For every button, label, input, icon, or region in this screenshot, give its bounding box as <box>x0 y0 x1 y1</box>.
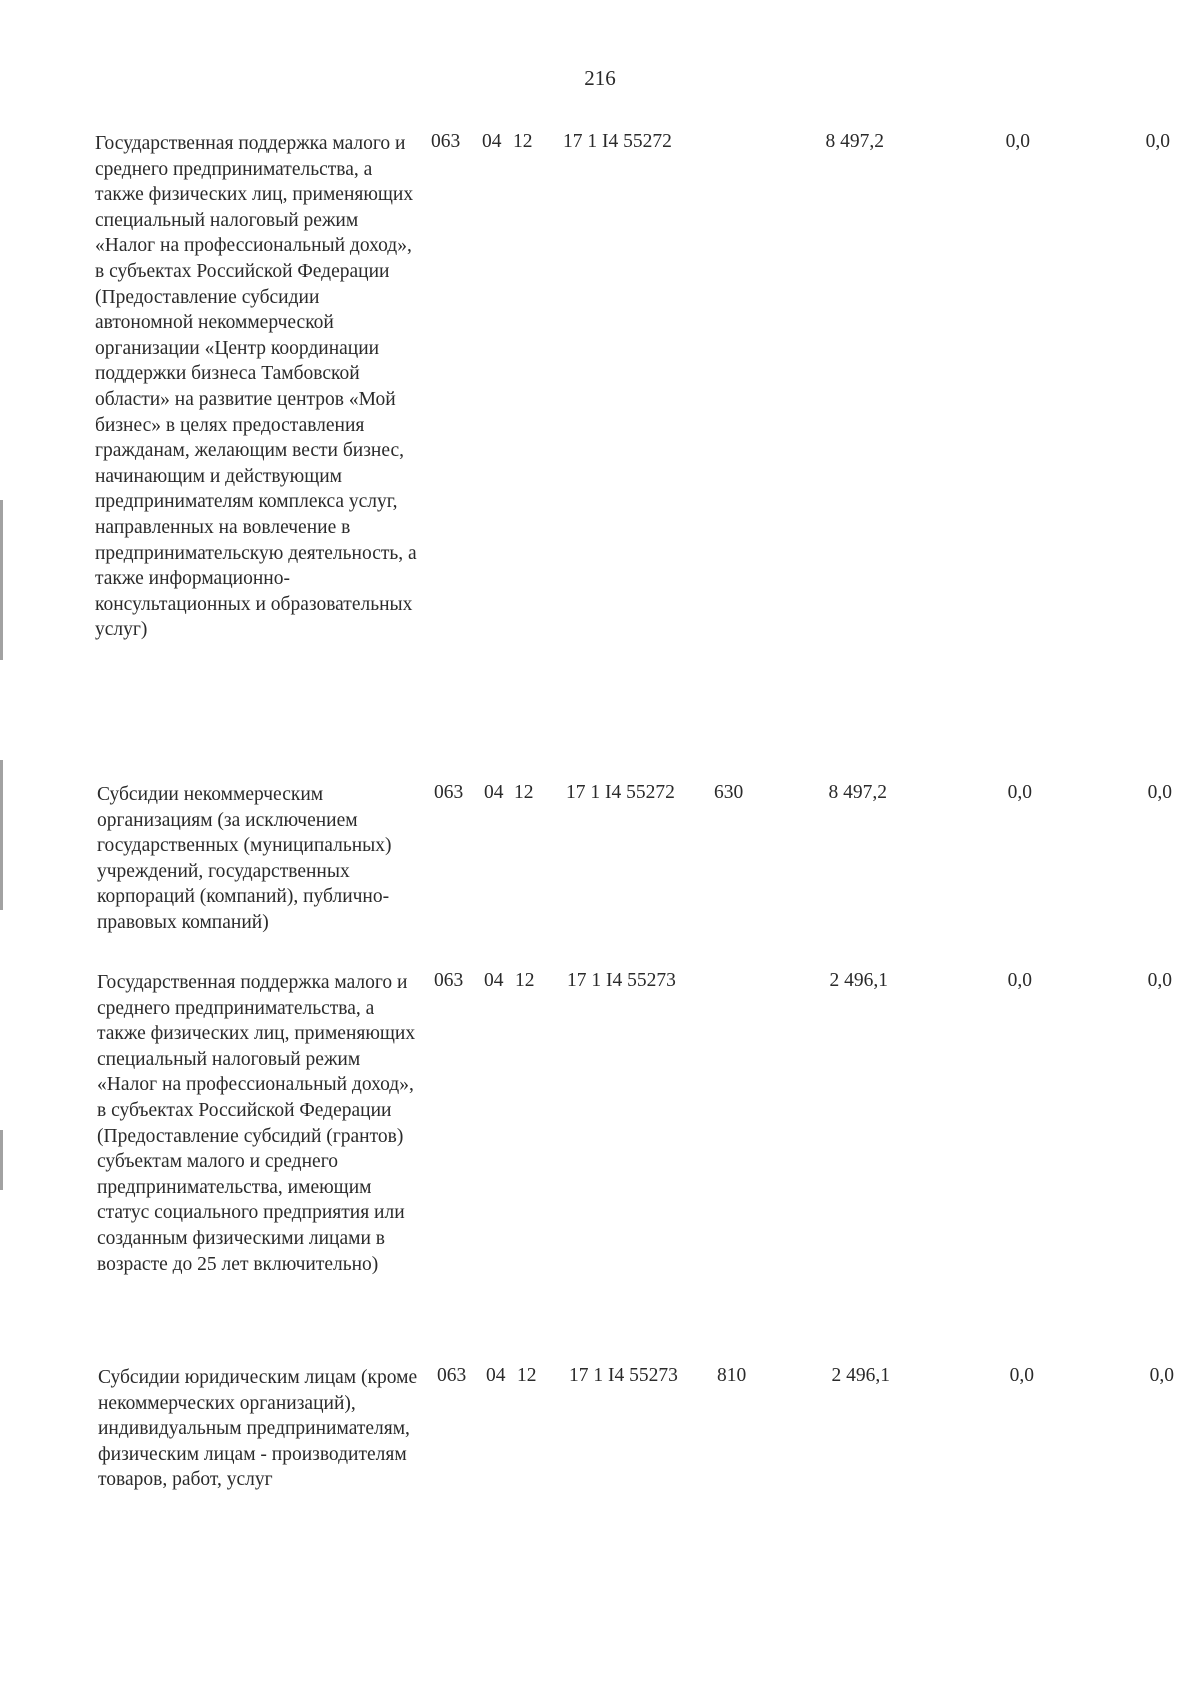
amount-year-2: 0,0 <box>1007 970 1032 991</box>
amount-year-1: 2 496,1 <box>829 970 888 991</box>
target-article-code: 17 1 I4 55272 <box>563 131 672 152</box>
target-article-code: 17 1 I4 55273 <box>567 970 676 991</box>
scan-edge-mark <box>0 760 3 910</box>
ministry-code: 063 <box>434 970 464 991</box>
scan-edge-mark <box>0 500 3 660</box>
amount-year-3: 0,0 <box>1145 131 1170 152</box>
row-description: Государственная поддержка малого и среднего предпринимательства, а также физических лиц, применяющих специальный налоговый режим «Налог на профессиональный доход», в субъектах Российской Федерации (Предоставление субсидий (грантов) субъектам малого и среднего предпринимательства, имеющим статус социального предприятия или созданным физическими лицами в возрасте до 25 лет включительно) <box>97 972 416 1275</box>
target-article-code: 17 1 I4 55273 <box>569 1365 678 1386</box>
row-description: Субсидии юридическим лицам (кроме некоммерческих организаций), индивидуальным предпринимателям, физическим лицам - производителям товаров, работ, услуг <box>98 1367 418 1491</box>
row-description: Государственная поддержка малого и среднего предпринимательства, а также физических лиц, применяющих специальный налоговый режим «Налог на профессиональный доход», в субъектах Российской Федерации (Предоставление субсидии автономной некоммерческой организации «Центр координации поддержки бизнеса Тамбовской области» на развитие центров «Мой бизнес» в целях предоставления гражданам, желающим вести бизнес, начинающим и действующим предпринимателям комплекса услуг, направленных на вовлечение в предпринимательскую деятельность, а также информационно-консультационных и образовательных услуг) <box>95 133 417 641</box>
section-code: 04 <box>484 782 504 803</box>
amount-year-3: 0,0 <box>1147 782 1172 803</box>
subsection-code: 12 <box>513 131 533 152</box>
ministry-code: 063 <box>431 131 461 152</box>
amount-year-2: 0,0 <box>1009 1365 1034 1386</box>
section-code: 04 <box>486 1365 506 1386</box>
amount-year-2: 0,0 <box>1007 782 1032 803</box>
scan-edge-mark <box>0 1130 3 1190</box>
section-code: 04 <box>482 131 502 152</box>
section-code: 04 <box>484 970 504 991</box>
amount-year-1: 8 497,2 <box>828 782 887 803</box>
subsection-code: 12 <box>517 1365 537 1386</box>
row-description: Субсидии некоммерческим организациям (за исключением государственных (муниципальных) учреждений, государственных корпораций (компаний), публично-правовых компаний) <box>97 784 392 933</box>
ministry-code: 063 <box>437 1365 467 1386</box>
expense-type-code: 810 <box>717 1365 747 1386</box>
amount-year-3: 0,0 <box>1149 1365 1174 1386</box>
subsection-code: 12 <box>515 970 535 991</box>
expense-type-code: 630 <box>714 782 744 803</box>
amount-year-3: 0,0 <box>1147 970 1172 991</box>
page-number: 216 <box>584 66 616 90</box>
ministry-code: 063 <box>434 782 464 803</box>
target-article-code: 17 1 I4 55272 <box>566 782 675 803</box>
amount-year-2: 0,0 <box>1005 131 1030 152</box>
subsection-code: 12 <box>514 782 534 803</box>
amount-year-1: 2 496,1 <box>831 1365 890 1386</box>
amount-year-1: 8 497,2 <box>825 131 884 152</box>
